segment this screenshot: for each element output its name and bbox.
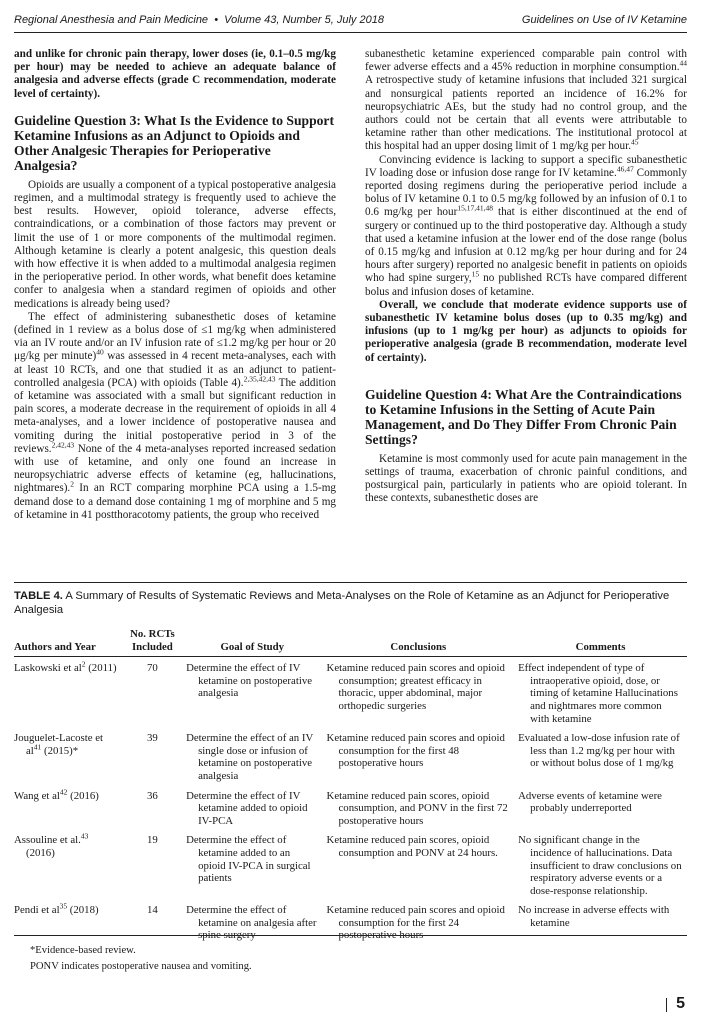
paragraph: Convincing evidence is lacking to support a specific subanesthetic IV loading dose or infusion dose range for IV ketamine.$^{46,47}$ Commonly reported dosing regimens during the perioperative period include a bolus of IV ketamine 0.1 to 0.5 mg/kg followed by an infusion of 0.1 to 0.6 mg/kg per hour$^{15,17,41,48}$ that is either discontinued at the end of surgery or continued up to the third postoperative day. Although a study that used a ketamine infusion at the lower end of the dose range (bolus of 0.15 mg/kg and infusion at 0.12 mg/kg per hour during and for 24 hours after surgery) reported no analgesic benefit in patients on opioids who had spine surgery,$^{15}$ no published RCTs have compared different bolus and infusion doses of ketamine.	[365, 153, 687, 298]
journal-issue: Volume 43, Number 5, July 2018	[224, 14, 384, 26]
table-caption-text: A Summary of Results of Systematic Reviews and Meta-Analyses on the Role of Ketamine as an Adjunct for Perioperative Analgesia	[14, 590, 670, 616]
article-short-title: Guidelines on Use of IV Ketamine	[521, 14, 687, 26]
cell-authors: Pendi et $al^{35}$ (2018)	[14, 901, 99, 917]
cell-goal: Determine the effect of ketamine added to an opioid IV-PCA in surgical patients	[186, 834, 311, 885]
cell-goal: Determine the effect of IV ketamine on postoperative analgesia	[186, 662, 313, 700]
footnote-ponv: PONV indicates postoperative nausea and vomiting.	[30, 961, 252, 972]
footnote-evidence-based: *Evidence-based review.	[30, 945, 136, 956]
page-number-divider	[666, 998, 667, 1012]
cell-authors: Jouguelet-Lacoste et $al^{41}$ (2015)*	[14, 732, 104, 757]
cell-comments: Evaluated a low-dose infusion rate of less than 1.2 mg/kg per hour with or without bolus dose of 1 mg/kg	[518, 732, 680, 770]
left-column	[14, 48, 336, 522]
table-row	[14, 727, 687, 784]
table-row	[14, 899, 687, 944]
cell-authors: Wang et $al^{42}$ (2016)	[14, 786, 99, 802]
cell-goal: Determine the effect of IV ketamine added to opioid IV-PCA	[186, 789, 308, 827]
cell-comments: No significant change in the incidence of hallucinations. Data insufficient to draw conclusions on respiratory adverse events or a dose-response relationship.	[518, 834, 682, 897]
paragraph: Ketamine is most commonly used for acute pain management in the settings of trauma, exacerbation of chronic painful conditions, and postsurgical pain, particularly in patients who are opioid tolerant. In these contexts, subanesthetic doses are	[365, 452, 687, 505]
column-header-goal: Goal of Study	[220, 640, 285, 653]
cell-conclusions: Ketamine reduced pain scores and opioid consumption for the first 48 postoperative hours	[326, 732, 505, 770]
paragraph: subanesthetic ketamine experienced comparable pain control with fewer adverse effects and a 45% reduction in morphine consumption.$^{44}$ A retrospective study of ketamine infusions that included 321 surgical and nonsurgical patients reported an incidence of 16.2% for neuropsychiatric AEs, but the study had no control group, and the authors could not be certain that all events were attributable to ketamine rather than other medications. The institutional protocol at this hospital had an upper dosing limit of 1 mg/kg per hour.$^{45}$	[365, 48, 687, 153]
cell-goal: Determine the effect of an IV single dose or infusion of ketamine on postoperative analgesia	[186, 732, 314, 782]
table-caption	[14, 589, 687, 617]
paragraph: The effect of administering subanesthetic doses of ketamine (defined in 1 review as a bolus dose of ≤1 mg/kg when administered via an IV route and/or an IV infusion rate of ≤1.2 mg/kg per hour or 20 μg/kg per minute)$^{40}$ was assessed in 4 recent meta-analyses, each with at least 10 RCTs, and one that studied it as an adjunct to patient-controlled analgesia (PCA) with opioids (Table 4).$^{2,35,42,43}$ The addition of ketamine was associated with a small but significant reduction in pain scores, a moderate decrease in the requirement of opioids in all 4 meta-analyses, and a lower incidence of postoperative nausea and vomiting during the initial postoperative period in 3 of the reviews.$^{2,42,43}$ None of the 4 meta-analyses reported increased sedation with use of ketamine, and only one found an increase in neuropsychiatric adverse effects of ketamine (eg, hallucinations, nightmares).$^2$ In an RCT comparing morphine PCA using a 1.5-mg demand dose to a demand dose containing 1 mg of morphine and 5 mg of ketamine in 41 postthoracotomy patients, the group who received	[14, 310, 337, 521]
cell-rcts: 70	[146, 662, 158, 675]
table-header-row	[14, 628, 687, 657]
cell-conclusions: Ketamine reduced pain scores and opioid consumption for the first 24 postoperative hours	[326, 904, 505, 942]
recommendation-statement: Overall, we conclude that moderate evidence supports use of subanesthetic IV ketamine bolus doses (up to 0.35 mg/kg) and infusions (up to 1 mg/kg per hour) as adjuncts to opioids for perioperative analgesia (grade B recommendation, moderate level of certainty).	[365, 298, 687, 364]
journal-citation	[14, 14, 384, 26]
header-rule	[14, 32, 687, 33]
cell-conclusions: Ketamine reduced pain scores, opioid consumption, and PONV in the first 72 postoperative hours	[326, 789, 508, 827]
column-header-rcts: No. RCTs Included	[130, 628, 175, 653]
cell-comments: Adverse events of ketamine were probably underreported	[518, 789, 662, 815]
cell-authors: Laskowski et $al^2$ (2011)	[14, 659, 117, 675]
page-number: 5	[676, 995, 685, 1012]
cell-comments: No increase in adverse effects with ketamine	[518, 904, 670, 929]
cell-goal: Determine the effect of ketamine on analgesia after spine surgery	[186, 904, 317, 942]
cell-rcts: 19	[146, 834, 158, 847]
table-4	[14, 628, 687, 944]
table-label: TABLE 4.	[14, 590, 63, 602]
guideline-question-4-heading: Guideline Question 4: What Are the Contraindications to Ketamine Infusions in the Setting of Acute Pain Management, and Do They Differ From Chronic Pain Settings?	[365, 386, 682, 447]
table-top-rule	[14, 582, 687, 583]
cell-conclusions: Ketamine reduced pain scores and opioid consumption; greatest efficacy in thoracic, upper abdominal, major orthopedic surgeries	[326, 662, 505, 712]
paragraph: Opioids are usually a component of a typical postoperative analgesia regimen, and a multimodal strategy is frequently used to achieve the best results. However, opioid tolerance, adverse effects, contraindications, or a combination of those factors may prevent or limit the use of 1 or more components of the multimodal regimen. Although ketamine is clearly a potent analgesic, this question deals with how effective it is when added to a multimodal analgesia regimen in the perioperative period. In other words, what benefit does ketamine confer to analgesia when a standard regimen of opioids and other medications is already being used?	[14, 178, 336, 310]
column-header-authors: Authors and Year	[14, 640, 96, 653]
journal-name: Regional Anesthesia and Pain Medicine	[14, 14, 209, 26]
cell-authors: Assouline et al.$^{43}$ (2016)	[14, 831, 89, 859]
table-row	[14, 829, 687, 899]
recommendation-continued: and unlike for chronic pain therapy, lower doses (ie, 0.1–0.5 mg/kg per hour) may be needed to achieve an adequate balance of analgesia and adverse effects (grade C recommendation, moderate level of certainty).	[14, 48, 336, 100]
running-header	[14, 14, 687, 32]
table-row	[14, 657, 687, 727]
cell-comments: Effect independent of type of intraoperative opioid, dose, or timing of ketamine Hallucinations and nightmares more common with ketamine	[518, 662, 678, 725]
table-bottom-rule	[14, 935, 687, 936]
cell-rcts: 36	[146, 789, 158, 802]
table-row	[14, 785, 687, 830]
right-column	[365, 48, 687, 506]
guideline-question-3-heading: Guideline Question 3: What Is the Evidence to Support Ketamine Infusions as an Adjunct to Opioids and Other Analgesic Therapies for Perioperative Analgesia?	[14, 112, 334, 173]
cell-rcts: 39	[146, 732, 158, 745]
column-header-conclusions: Conclusions	[390, 640, 447, 653]
cell-rcts: 14	[146, 904, 158, 917]
column-header-comments: Comments	[575, 640, 626, 653]
table-footnotes	[30, 943, 252, 975]
cell-conclusions: Ketamine reduced pain scores, opioid consumption and PONV at 24 hours.	[326, 834, 498, 859]
header-separator: •	[214, 14, 219, 26]
